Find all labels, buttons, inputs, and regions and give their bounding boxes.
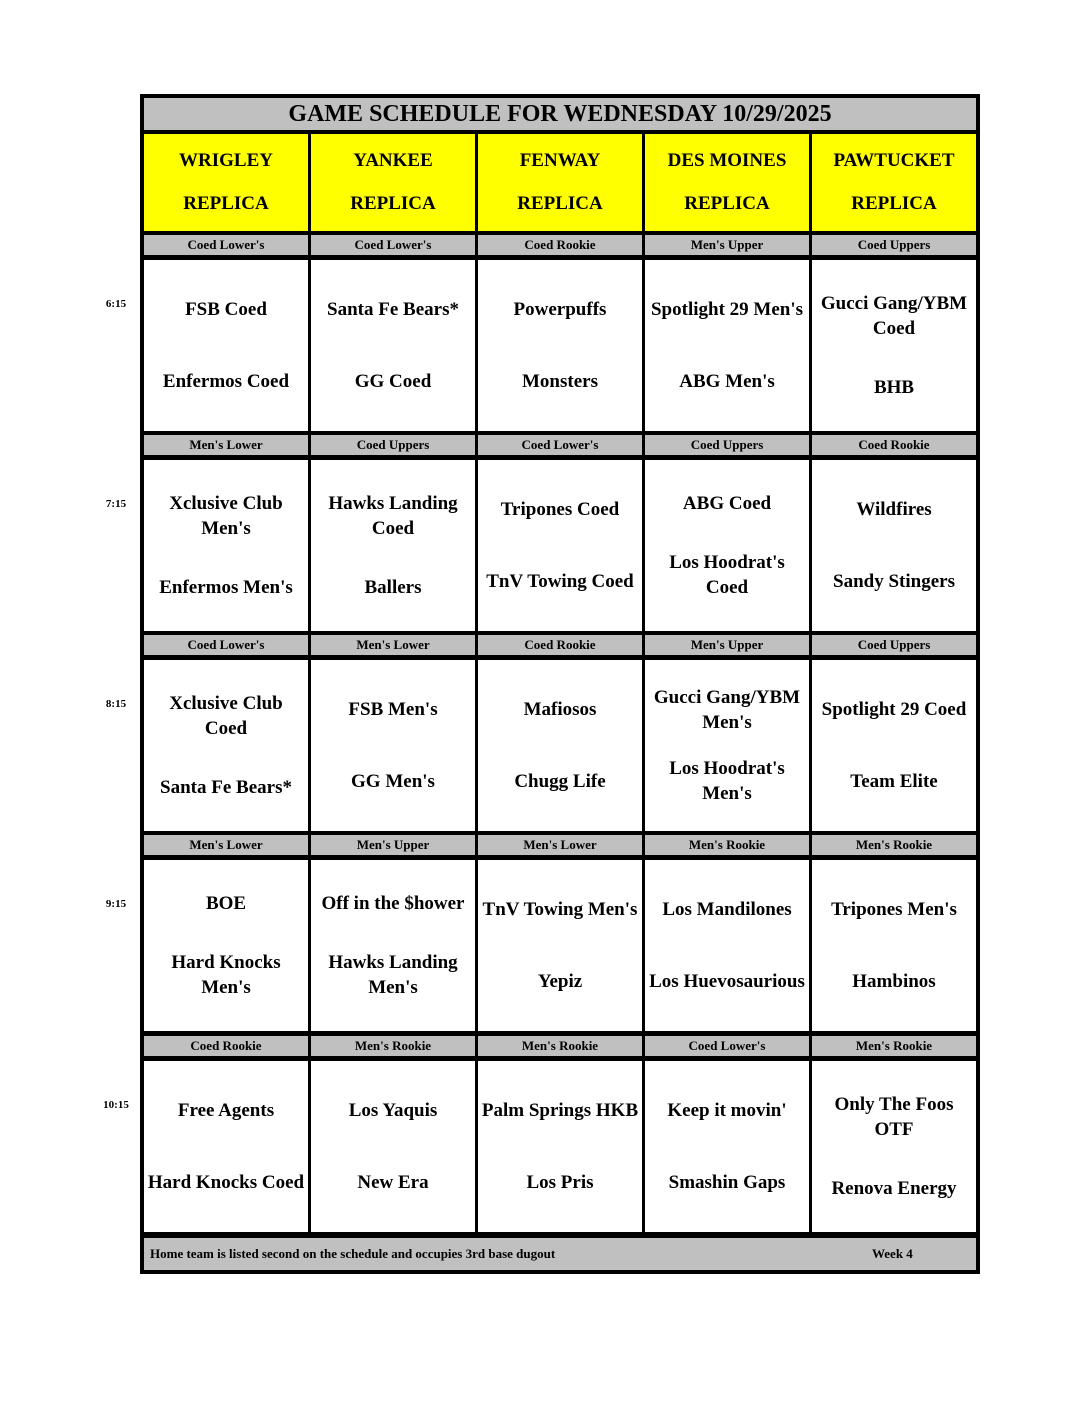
home-team: Renova Energy [831,1178,957,1199]
away-team: Wildfires [856,499,932,521]
home-team: Hambinos [852,970,936,992]
game-cell [645,460,809,631]
game-cell [311,460,475,631]
game-cell [478,860,642,1031]
game-cell [478,660,642,831]
field-header-3 [645,134,809,231]
field-name: YANKEE [353,150,433,172]
field-sub: REPLICA [517,192,603,214]
field-sub: REPLICA [684,192,770,214]
slot-time: 7:15 [105,498,127,510]
division-label: Men's Rookie [311,1036,475,1056]
field-header-1 [311,134,475,231]
home-team: Sandy Stingers [833,570,955,592]
game-cell [311,660,475,831]
game-cell [812,660,976,831]
home-team: Los Hoodrat's Coed [669,552,785,598]
division-label: Coed Rookie [812,435,976,455]
field-sub: REPLICA [350,192,436,214]
home-team: Ballers [364,577,422,598]
game-cell [645,1061,809,1232]
away-team: Gucci Gang/YBM Men's [653,686,801,733]
division-label: Men's Lower [478,835,642,855]
home-team: TnV Towing Coed [486,570,634,592]
division-label: Men's Lower [144,435,308,455]
away-team: Los Yaquis [348,1100,438,1122]
division-label: Coed Lower's [645,1036,809,1056]
field-name: PAWTUCKET [833,150,955,172]
field-name: FENWAY [519,150,601,172]
away-team: Only The Foos OTF [834,1094,954,1140]
division-label: Coed Lower's [144,635,308,655]
footer-note: Home team is listed second on the schedule and occupies 3rd base dugout [150,1246,556,1261]
division-label: Men's Upper [645,635,809,655]
home-team: Los Huevosaurious [649,970,805,992]
away-team: Tripones Coed [500,499,620,521]
away-team: Off in the $hower [321,893,465,914]
home-team: BHB [873,377,915,398]
division-label: Men's Lower [144,835,308,855]
away-team: Keep it movin' [667,1100,787,1122]
home-team: Monsters [522,370,598,392]
game-cell [478,1061,642,1232]
game-cell [311,260,475,431]
slot-time: 6:15 [105,298,127,310]
away-team: Spotlight 29 Coed [821,699,967,721]
game-cell [478,260,642,431]
home-team: Yepiz [537,970,583,992]
away-team: Powerpuffs [513,299,607,321]
home-team: Smashin Gaps [668,1171,786,1193]
division-label: Men's Rookie [478,1036,642,1056]
division-label: Men's Rookie [812,1036,976,1056]
away-team: Xclusive Club Men's [169,493,283,539]
away-team: Free Agents [177,1100,275,1122]
division-label: Coed Uppers [812,235,976,255]
field-header-4 [812,134,976,231]
home-team: Los Hoodrat's Men's [669,758,785,805]
division-label: Coed Uppers [645,435,809,455]
division-label: Coed Rookie [144,1036,308,1056]
home-team: Hawks Landing Men's [328,952,458,998]
away-team: Santa Fe Bears* [327,299,459,321]
game-cell [311,860,475,1031]
game-cell [812,460,976,631]
home-team: Santa Fe Bears* [160,777,292,798]
home-team: Chugg Life [514,770,606,792]
division-label: Men's Lower [311,635,475,655]
schedule-title: GAME SCHEDULE FOR WEDNESDAY 10/29/2025 [144,98,976,130]
game-cell [144,660,308,831]
division-label: Men's Upper [311,835,475,855]
game-cell [144,460,308,631]
away-team: Palm Springs HKB [481,1100,639,1122]
home-team: Hard Knocks Coed [147,1171,305,1193]
home-team: Team Elite [850,770,938,792]
home-team: Enfermos Men's [159,577,293,598]
field-sub: REPLICA [183,192,269,214]
away-team: Mafiosos [523,699,597,721]
away-team: ABG Coed [682,493,772,514]
home-team: GG Men's [351,770,435,792]
division-label: Coed Lower's [478,435,642,455]
game-cell [311,1061,475,1232]
slot-time: 8:15 [105,698,127,710]
away-team: Xclusive Club Coed [169,693,283,739]
game-cell [812,860,976,1031]
away-team: FSB Coed [185,299,267,321]
game-cell [812,260,976,431]
division-label: Coed Rookie [478,235,642,255]
division-label: Coed Lower's [311,235,475,255]
division-label: Men's Upper [645,235,809,255]
game-cell [645,860,809,1031]
away-team: Los Mandilones [662,899,792,921]
home-team: ABG Men's [679,370,775,392]
slot-time: 10:15 [103,1099,129,1111]
field-header-2 [478,134,642,231]
division-label: Men's Rookie [645,835,809,855]
schedule-table [140,94,980,1274]
footer-bar [144,1238,976,1270]
game-cell [144,1061,308,1232]
away-team: Hawks Landing Coed [328,493,458,539]
away-team: Tripones Men's [831,899,957,921]
away-team: FSB Men's [348,699,438,721]
field-name: WRIGLEY [179,150,273,172]
field-name: DES MOINES [667,150,787,172]
division-label: Coed Lower's [144,235,308,255]
division-label: Coed Uppers [812,635,976,655]
game-cell [645,660,809,831]
game-cell [144,260,308,431]
home-team: GG Coed [354,370,432,392]
away-team: TnV Towing Men's [482,899,638,921]
game-cell [144,860,308,1031]
slot-time: 9:15 [105,898,127,910]
away-team: Gucci Gang/YBM Coed [820,293,968,339]
game-cell [645,260,809,431]
division-label: Coed Uppers [311,435,475,455]
home-team: Enfermos Coed [162,370,290,392]
field-sub: REPLICA [851,192,937,214]
home-team: Hard Knocks Men's [171,952,281,998]
away-team: BOE [205,893,247,914]
field-header-0 [144,134,308,231]
home-team: New Era [357,1171,429,1193]
division-label: Men's Rookie [812,835,976,855]
home-team: Los Pris [526,1171,594,1193]
division-label: Coed Rookie [478,635,642,655]
game-cell [478,460,642,631]
game-cell [812,1061,976,1232]
away-team: Spotlight 29 Men's [650,299,804,321]
week-label: Week 4 [872,1246,913,1261]
